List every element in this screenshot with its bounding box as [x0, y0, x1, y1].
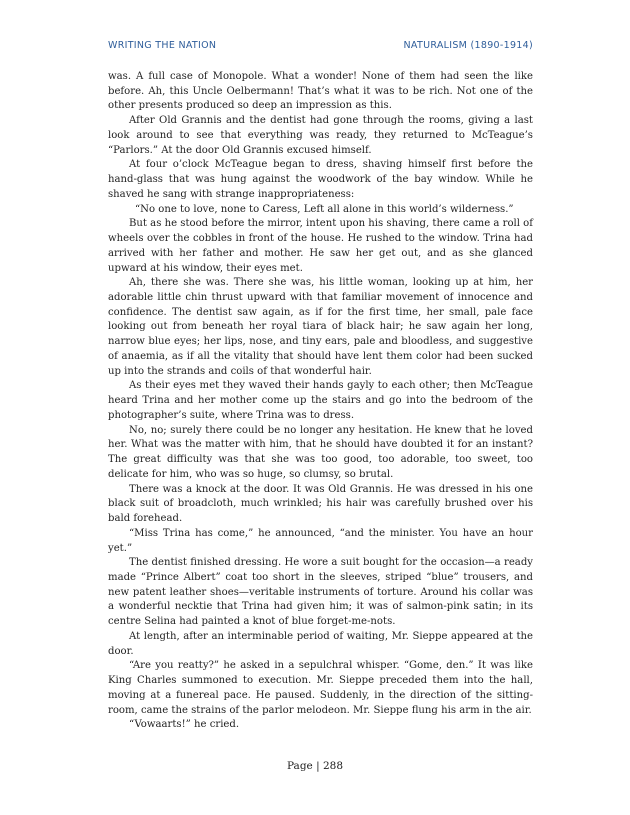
header-book-title: WRITING THE NATION: [108, 40, 217, 51]
running-header: [108, 40, 533, 51]
paragraph: At length, after an interminable period of waiting, Mr. Sieppe appeared at the door.: [108, 630, 533, 657]
paragraph: “Are you reatty?” he asked in a sepulchral whisper. “Gome, den.” It was like King Charles summoned to execution. Mr. Sieppe preceded them into the hall, moving at a funereal pace. He paused. Suddenly, in the direction of the sitting-room, came the strains of the parlor melodeon. Mr. Sieppe flung his arm in the air.: [108, 660, 533, 716]
song-lyric: “No one to love, none to Caress, Left all alone in this world’s wilderness.”: [135, 203, 514, 215]
paragraph: There was a knock at the door. It was Old Grannis. He was dressed in his one black suit of broadcloth, much wrinkled; his hair was carefully brushed over his bald forehead.: [108, 483, 533, 525]
paragraph: After Old Grannis and the dentist had gone through the rooms, giving a last look around to see that everything was ready, they returned to McTeague’s “Parlors.” At the door Old Grannis excused himself.: [108, 115, 533, 156]
paragraph: As their eyes met they waved their hands gayly to each other; then McTeague heard Trina and her mother come up the stairs and go into the bedroom of the photographer’s suite, where Trina was to dress.: [108, 380, 533, 421]
page-number: Page | 288: [286, 760, 344, 772]
paragraph: Ah, there she was. There she was, his little woman, looking up at him, her adorable little chin thrust upward with that familiar movement of innocence and confidence. The dentist saw again, as if for the first time, her small, pale face looking out from beneath her royal tiara of black hair; he saw again her long, narrow blue eyes; her lips, nose, and tiny ears, pale and bloodless, and suggestive of anaemia, as if all the vitality that should have lent them color had been sucked up into the strands and coils of that wonderful hair.: [108, 277, 533, 377]
header-section-title: NATURALISM (1890-1914): [403, 40, 533, 51]
paragraph: “Miss Trina has come,” he announced, “and the minister. You have an hour yet.”: [108, 527, 533, 554]
paragraph: No, no; surely there could be no longer any hesitation. He knew that he loved her. What was the matter with him, that he should have doubted it for an instant? The great difficulty was that she was too good, too adorable, too sweet, too delicate for him, who was so huge, so clumsy, so brutal.: [108, 424, 533, 480]
paragraph: But as he stood before the mirror, intent upon his shaving, there came a roll of wheels over the cobbles in front of the house. He rushed to the window. Trina had arrived with her father and mother. He saw her get out, and as she glanced upward at his window, their eyes met.: [108, 218, 533, 274]
paragraph: “Vowaarts!” he cried.: [129, 719, 240, 731]
paragraph: was. A full case of Monopole. What a wonder! None of them had seen the like before. Ah, this Uncle Oelbermann! That’s what it was to be rich. Not one of the other presents produced so deep an impression as this.: [108, 71, 533, 112]
paragraph: The dentist finished dressing. He wore a suit bought for the occasion—a ready made “Prince Albert” coat too short in the sleeves, striped “blue” trousers, and new patent leather shoes—veritable instruments of torture. Around his collar was a wonderful necktie that Trina had given him; it was of salmon-pink satin; in its centre Selina had painted a knot of blue forget-me-nots.: [108, 557, 533, 628]
body-text: [108, 70, 533, 733]
paragraph: At four o’clock McTeague began to dress, shaving himself first before the hand-glass that was hung against the woodwork of the bay window. While he shaved he sang with strange inappropriateness:: [108, 159, 533, 200]
